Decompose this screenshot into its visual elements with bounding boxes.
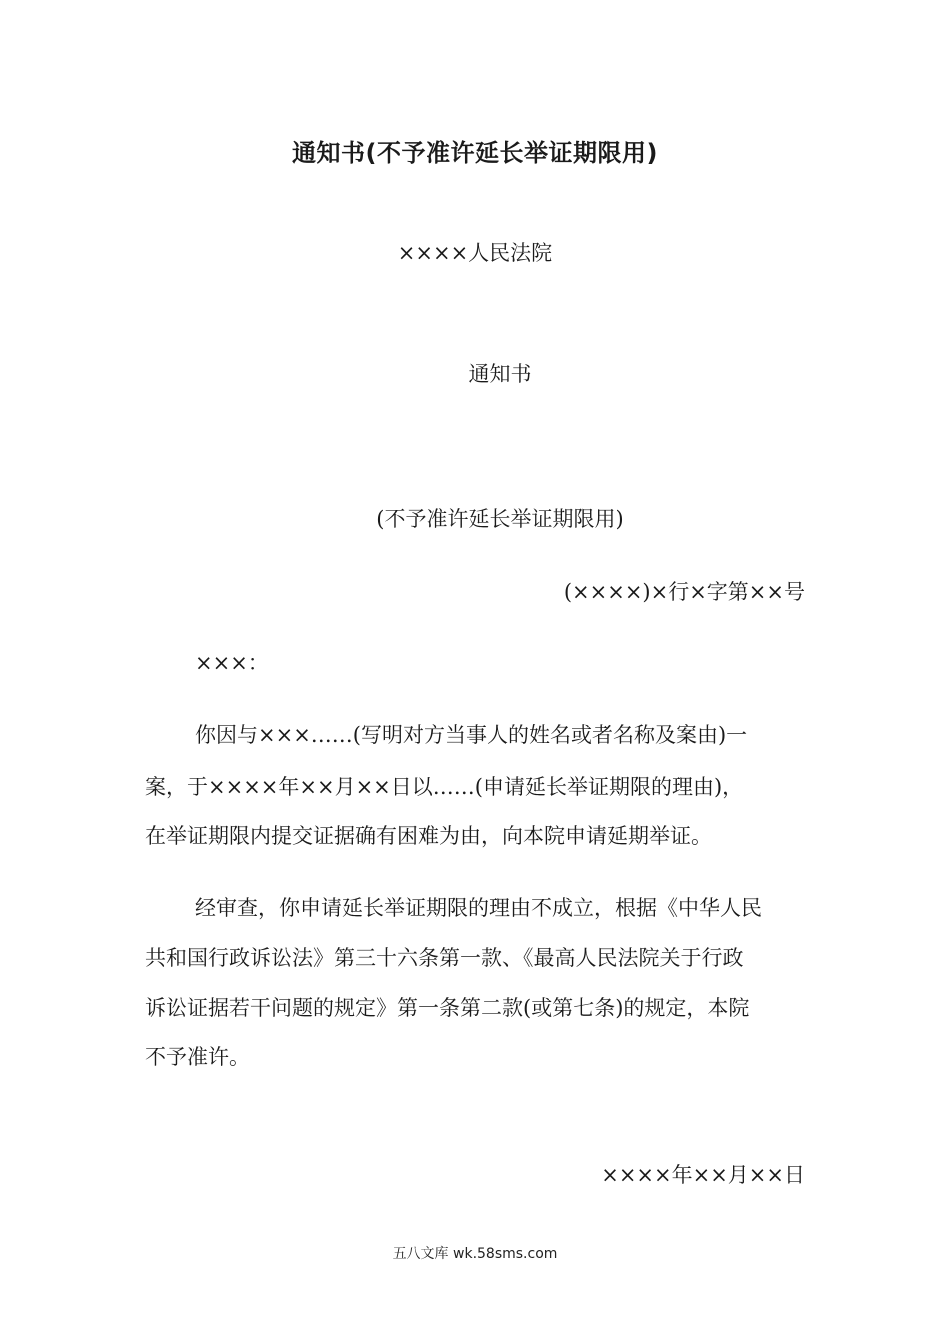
paragraph-1-line: 你因与×××……(写明对方当事人的姓名或者名称及案由)一 <box>195 723 748 747</box>
document-date: ××××年××月××日 <box>601 1163 805 1187</box>
document-number: (××××)×行×字第××号 <box>563 580 805 604</box>
paragraph-2-line: 共和国行政诉讼法》第三十六条第一款、《最高人民法院关于行政 <box>145 946 744 970</box>
recipient: ×××： <box>195 651 269 675</box>
paragraph-2-line: 诉讼证据若干问题的规定》第一条第二款(或第七条)的规定，本院 <box>145 996 750 1020</box>
paragraph-2-line: 经审查，你申请延长举证期限的理由不成立，根据《中华人民 <box>195 896 762 920</box>
paragraph-1-line: 在举证期限内提交证据确有困难为由，向本院申请延期举证。 <box>145 824 712 848</box>
notice-subtitle: (不予准许延长举证期限用) <box>376 507 624 531</box>
paragraph-1-line: 案，于××××年××月××日以……(申请延长举证期限的理由)， <box>145 775 744 799</box>
footer-watermark: 五八文库 wk.58sms.com <box>392 1246 558 1262</box>
paragraph-2-line: 不予准许。 <box>145 1045 250 1069</box>
document-title: 通知书(不予准许延长举证期限用) <box>292 139 658 167</box>
court-name: ××××人民法院 <box>397 241 553 265</box>
notice-heading: 通知书 <box>468 362 532 386</box>
